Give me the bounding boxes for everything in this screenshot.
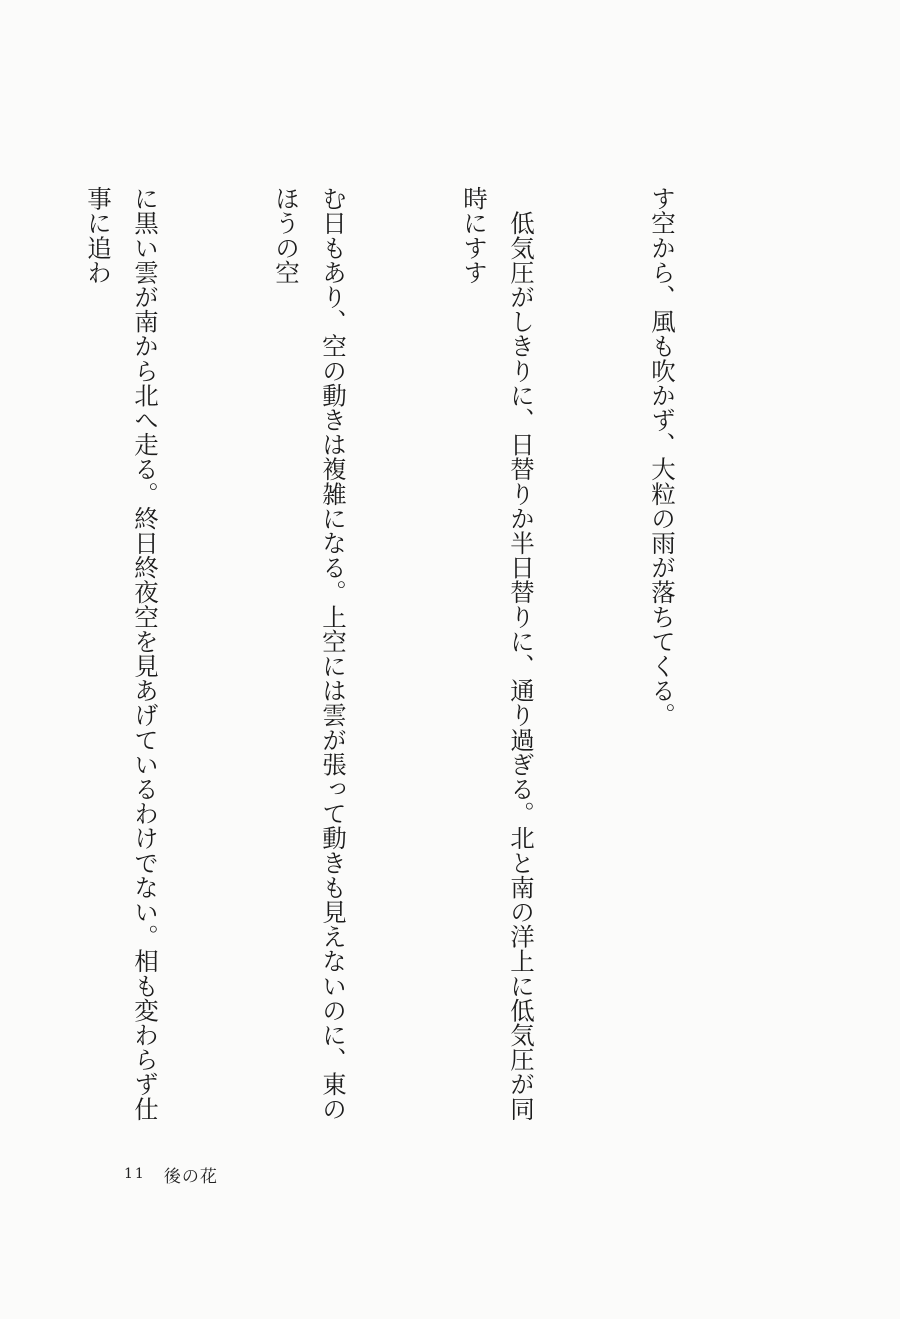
vertical-text-block — [84, 186, 780, 1126]
text-line: 低気圧がしきりに、日替りか半日替りに、通り過ぎる。北と南の洋上に低気圧が同時にすす — [460, 186, 536, 1121]
running-title: 後の花 — [163, 1166, 218, 1187]
text-line: に黒い雲が南から北へ走る。終日終夜空を見あげているわけでない。相も変わらず仕事に追わ — [84, 186, 160, 1121]
page-number: 11 — [124, 1166, 146, 1182]
text-line: す空から、風も吹かず、大粒の雨が落ちてくる。 — [648, 186, 677, 728]
text-line: む日もあり、空の動きは複雑になる。上空には雲が張って動きも見えないのに、東のほうの空 — [272, 186, 348, 1121]
page-footer — [124, 1160, 324, 1188]
